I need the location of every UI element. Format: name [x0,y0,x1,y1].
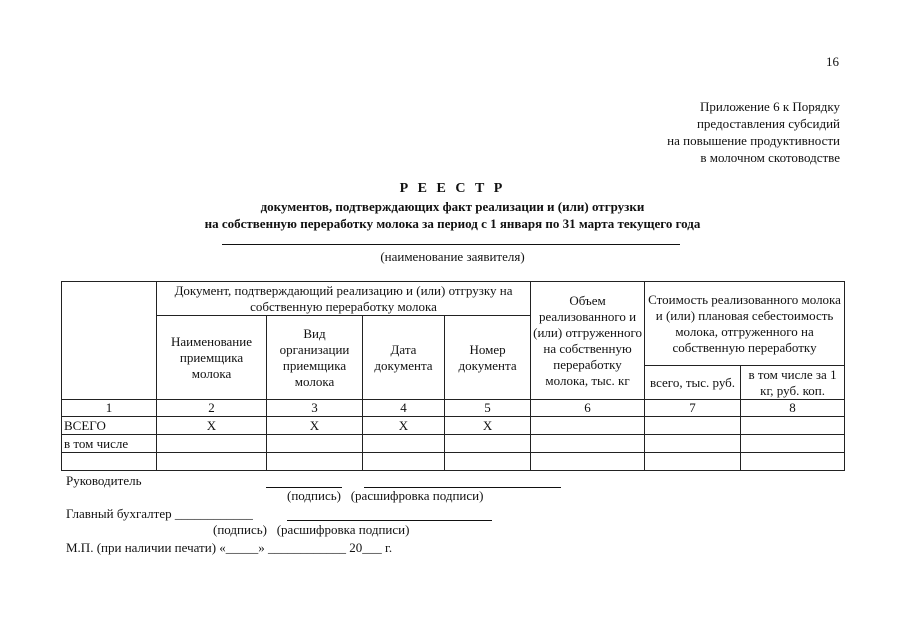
table-row [62,435,845,453]
table-cell [531,435,645,453]
table-cell [645,435,741,453]
table-cell [267,435,363,453]
doc-group-header: Документ, подтверждающий реализацию и (или) отгрузку на собственную переработку молока [157,282,531,316]
column-number: 4 [363,400,445,417]
table-cell [445,453,531,471]
accountant-signature-caption: (подпись) (расшифровка подписи) [213,522,410,537]
row-label: в том числе [62,435,157,453]
applicant-name-caption: (наименование заявителя) [380,249,525,264]
table-cell: X [157,417,267,435]
appendix-line: предоставления субсидий [696,116,840,131]
row-label [62,453,157,471]
appendix-line: на повышение продуктивности [667,133,840,148]
document-subtitle-line-1: документов, подтверждающих факт реализации и (или) отгрузки [260,199,645,214]
head-signature-caption: (подпись) (расшифровка подписи) [287,488,484,503]
cost-group-header: Стоимость реализованного молока и (или) плановая себестоимость молока, отгруженного на собственную переработку [645,282,845,366]
page-number: 16 [826,54,839,69]
column-number: 2 [157,400,267,417]
table-cell: X [267,417,363,435]
document-subtitle-line-2: на собственную переработку молока за период с 1 января по 31 марта текущего года [204,216,701,231]
table-cell [157,453,267,471]
table-row [62,417,845,435]
table-row [62,453,845,471]
registry-table [61,281,845,471]
stamp-line: М.П. (при наличии печати) «_____» ____________ 20___ г. [66,540,393,555]
col-total-header: всего, тыс. руб. [645,366,741,400]
accountant-name-line [287,520,492,521]
table-cell [645,417,741,435]
table-cell: X [445,417,531,435]
col-per-kg-header: в том числе за 1 кг, руб. коп. [741,366,845,400]
table-cell [645,453,741,471]
column-number: 6 [531,400,645,417]
table-cell: X [363,417,445,435]
column-number: 3 [267,400,363,417]
table-cell [741,435,845,453]
head-label: Руководитель [66,473,142,488]
col-number-header: Номер документа [445,316,531,400]
appendix-line: Приложение 6 к Порядку [700,99,840,114]
volume-header: Объем реализованного и (или) отгруженного на собственную переработку молока, тыс. кг [531,282,645,400]
table-cell [267,453,363,471]
table-cell [157,435,267,453]
column-number: 7 [645,400,741,417]
applicant-name-line [222,244,680,245]
document-title: Р Е Е С Т Р [399,181,506,196]
column-number: 5 [445,400,531,417]
appendix-line: в молочном скотоводстве [700,150,840,165]
row-label: ВСЕГО [62,417,157,435]
col-date-header: Дата документа [363,316,445,400]
col-org-type-header: Вид организации приемщика молока [267,316,363,400]
table-cell [363,435,445,453]
column-number: 1 [62,400,157,417]
appendix-note [667,98,840,166]
table-header-blank [62,282,157,400]
col-receiver-header: Наименование приемщика молока [157,316,267,400]
table-cell [363,453,445,471]
table-cell [531,453,645,471]
table-cell [741,417,845,435]
table-cell [445,435,531,453]
column-number: 8 [741,400,845,417]
table-cell [741,453,845,471]
table-cell [531,417,645,435]
accountant-label: Главный бухгалтер ____________ [66,506,253,521]
